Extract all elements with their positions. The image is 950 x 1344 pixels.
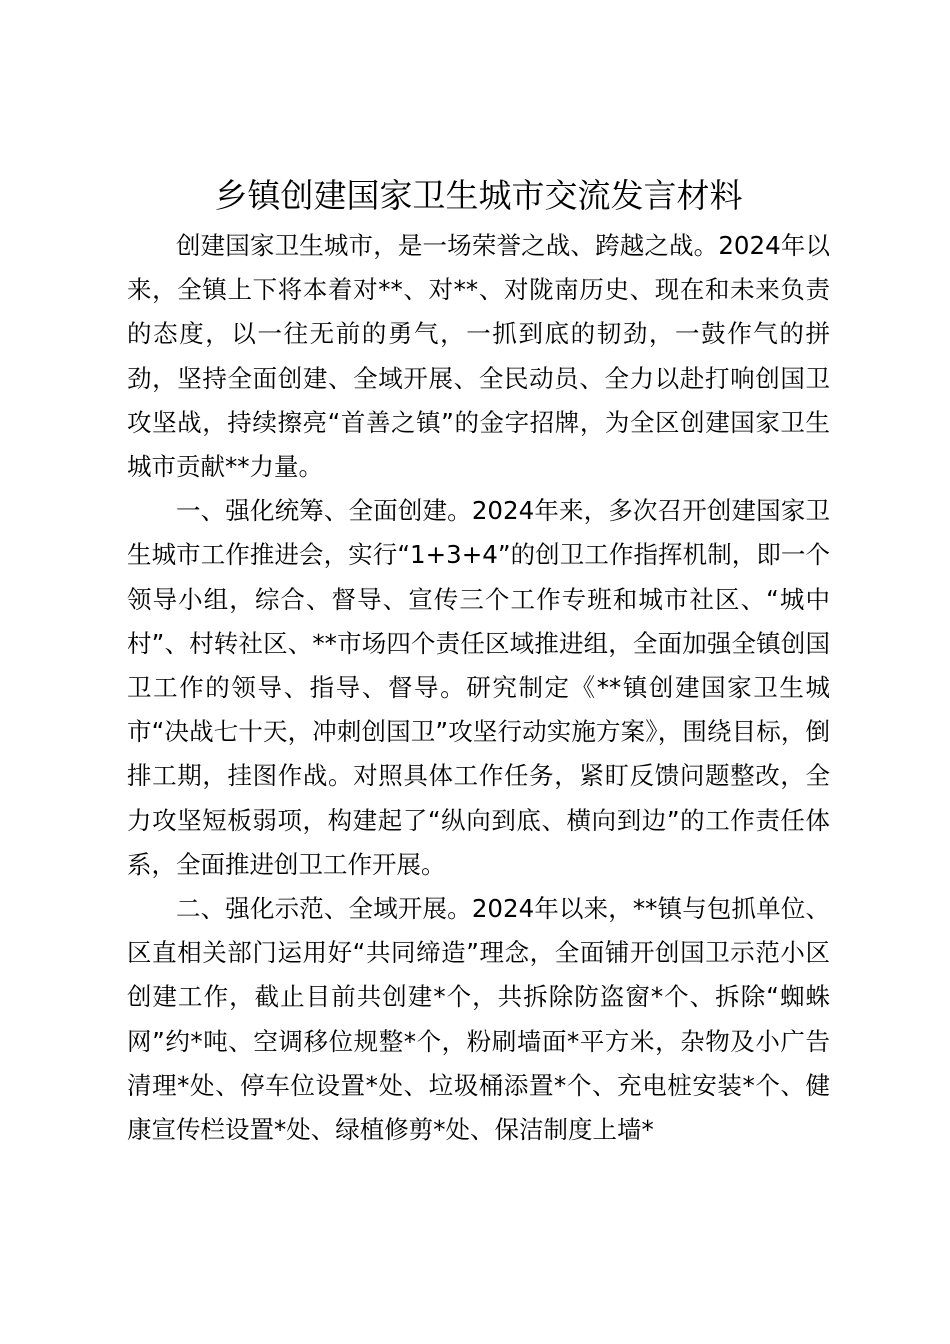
document-title: 乡镇创建国家卫生城市交流发言材料 <box>214 176 743 215</box>
document-page <box>127 172 830 1152</box>
paragraph-section-1: 一、强化统筹、全面创建。2024年来，多次召开创建国家卫生城市工作推进会，实行“1+3+4”的创卫工作指挥机制，即一个领导小组，综合、督导、宣传三个工作专班和城市社区、“城中村”、村转社区、**市场四个责任区域推进组，全面加强全镇创国卫工作的领导、指导、督导。研究制定《**镇创建国家卫生城市“决战七十天，冲刺创国卫”攻坚行动实施方案》，围绕目标，倒排工期，挂图作战。对照具体工作任务，紧盯反馈问题整改，全力攻坚短板弱项，构建起了“纵向到底、横向到边”的工作责任体系，全面推进创卫工作开展。 <box>127 496 830 879</box>
paragraph-section-2: 二、强化示范、全域开展。2024年以来，**镇与包抓单位、区直相关部门运用好“共同缔造”理念，全面铺开创国卫示范小区创建工作，截止目前共创建*个，共拆除防盗窗*个、拆除“蜘蛛网”约*吨、空调移位规整*个，粉刷墙面*平方米，杂物及小广告清理*处、停车位设置*处、垃圾桶添置*个、充电桩安装*个、健康宣传栏设置*处、绿植修剪*处、保洁制度上墙* <box>127 894 830 1145</box>
paragraph-intro: 创建国家卫生城市，是一场荣誉之战、跨越之战。2024年以来，全镇上下将本着对**、对**、对陇南历史、现在和未来负责的态度，以一往无前的勇气，一抓到底的韧劲，一鼓作气的拼劲，坚持全面创建、全域开展、全民动员、全力以赴打响创国卫攻坚战，持续擦亮“首善之镇”的金字招牌，为全区创建国家卫生城市贡献**力量。 <box>127 231 830 482</box>
